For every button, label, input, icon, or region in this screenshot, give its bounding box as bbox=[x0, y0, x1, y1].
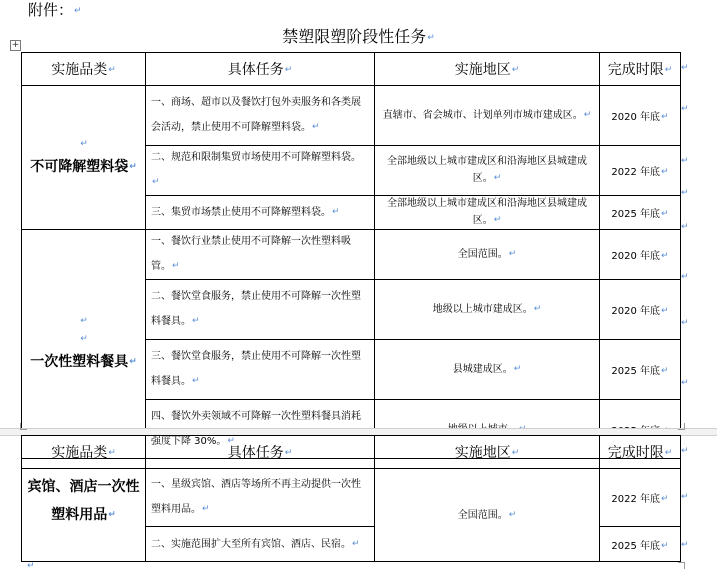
header-task: 具体任务↵ bbox=[146, 436, 375, 469]
row-end-mark: ↵ bbox=[681, 222, 689, 232]
header-deadline: 完成时限↵ bbox=[600, 436, 681, 469]
page-corner-mark bbox=[20, 423, 27, 430]
task-cell: 二、规范和限制集贸市场使用不可降解塑料袋。↵ bbox=[146, 146, 375, 196]
table-move-handle-icon[interactable]: + bbox=[11, 40, 20, 50]
task-cell: 二、实施范围扩大至所有宾馆、酒店、民宿。↵ bbox=[146, 527, 375, 562]
row-end-mark: ↵ bbox=[681, 446, 689, 456]
task-cell: 一、商场、超市以及餐饮打包外卖服务和各类展会活动，禁止使用不可降解塑料袋。↵ bbox=[146, 86, 375, 146]
attachment-label: 附件：↵ bbox=[28, 1, 82, 19]
document-title: 禁塑限塑阶段性任务↵ bbox=[282, 27, 435, 46]
category-cell: 宾馆、酒店一次性塑料用品↵ bbox=[22, 469, 146, 562]
task-cell: 二、餐饮堂食服务，禁止使用不可降解一次性塑料餐具。↵ bbox=[146, 280, 375, 340]
deadline-cell: 2020 年底↵ bbox=[600, 86, 681, 146]
task-cell: 四、餐饮外卖领域不可降解一次性塑料餐具消耗强度下降 30%。↵ bbox=[146, 400, 375, 459]
table-row bbox=[22, 469, 681, 527]
table-header-row bbox=[22, 53, 681, 86]
header-task: 具体任务↵ bbox=[146, 53, 375, 86]
task-cell: 三、餐饮堂食服务，禁止使用不可降解一次性塑料餐具。↵ bbox=[146, 340, 375, 400]
page-corner-mark bbox=[678, 423, 685, 430]
deadline-cell: 2025 年底↵ bbox=[600, 196, 681, 230]
area-cell: 直辖市、省会城市、计划单列市城市建成区。↵ bbox=[375, 86, 600, 146]
category-cell: ↵ 不可降解塑料袋↵ bbox=[22, 86, 146, 230]
row-end-mark: ↵ bbox=[681, 540, 689, 550]
header-area: 实施地区↵ bbox=[375, 53, 600, 86]
area-cell: 地级以上城市建成区。↵ bbox=[375, 280, 600, 340]
deadline-cell: 2020 年底↵ bbox=[600, 230, 681, 280]
header-deadline: 完成时限↵ bbox=[600, 53, 681, 86]
header-category: 实施品类↵ bbox=[22, 53, 146, 86]
page-corner-mark bbox=[678, 562, 685, 569]
deadline-cell: 2022 年底↵ bbox=[600, 469, 681, 527]
header-area: 实施地区↵ bbox=[375, 436, 600, 469]
deadline-cell: 2025 年底↵ bbox=[600, 527, 681, 562]
task-cell: 三、集贸市场禁止使用不可降解塑料袋。↵ bbox=[146, 196, 375, 230]
row-end-mark: ↵ bbox=[681, 272, 689, 282]
trailing-paragraph-mark: ↵ bbox=[27, 561, 35, 571]
table-row bbox=[22, 86, 681, 146]
row-end-mark: ↵ bbox=[681, 188, 689, 198]
row-end-mark: ↵ bbox=[681, 378, 689, 388]
deadline-cell: 2020 年底↵ bbox=[600, 280, 681, 340]
table-row bbox=[22, 230, 681, 280]
task-cell: 一、餐饮行业禁止使用不可降解一次性塑料吸管。↵ bbox=[146, 230, 375, 280]
policy-table-page-2 bbox=[21, 435, 681, 562]
area-cell: 全国范围。↵ bbox=[375, 230, 600, 280]
row-end-mark: ↵ bbox=[681, 104, 689, 114]
area-cell: 县城建成区。↵ bbox=[375, 340, 600, 400]
row-end-mark: ↵ bbox=[681, 63, 689, 73]
deadline-cell: 2025 年底↵ bbox=[600, 340, 681, 400]
task-cell: 一、星级宾馆、酒店等场所不再主动提供一次性塑料用品。↵ bbox=[146, 469, 375, 527]
area-cell: 全部地级以上城市建成区和沿海地区县城建成区。↵ bbox=[375, 146, 600, 196]
table-header-row bbox=[22, 436, 681, 469]
row-end-mark: ↵ bbox=[681, 492, 689, 502]
category-cell: ↵ ↵ 一次性塑料餐具↵ bbox=[22, 230, 146, 459]
row-end-mark: ↵ bbox=[681, 156, 689, 166]
policy-table-page-1 bbox=[21, 52, 681, 459]
header-category: 实施品类↵ bbox=[22, 436, 146, 469]
row-end-mark: ↵ bbox=[681, 318, 689, 328]
area-cell: 全国范围。↵ bbox=[375, 469, 600, 562]
area-cell: 全部地级以上城市建成区和沿海地区县城建成区。↵ bbox=[375, 196, 600, 230]
deadline-cell: 2022 年底↵ bbox=[600, 146, 681, 196]
